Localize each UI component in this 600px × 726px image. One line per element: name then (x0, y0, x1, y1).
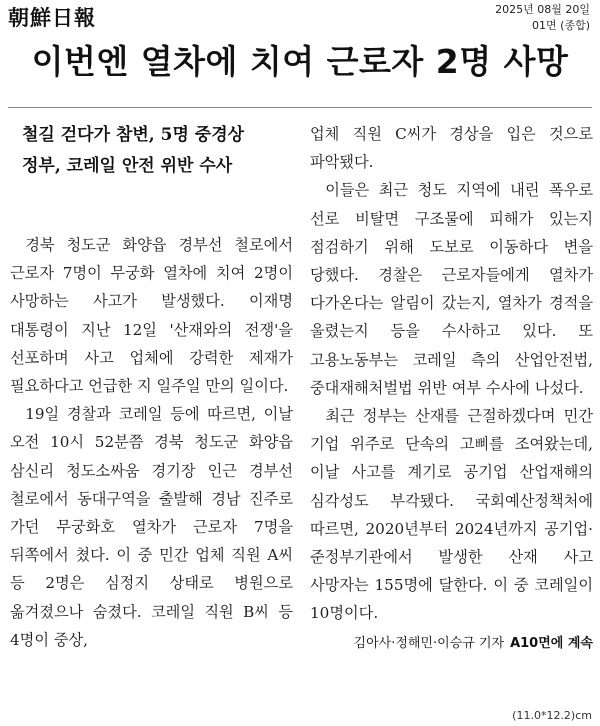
headline-divider (8, 107, 592, 108)
newspaper-masthead: 朝鮮日報 (8, 5, 96, 30)
clipping-size-note: (11.0*12.2)cm (512, 709, 592, 722)
body-paragraph: 19일 경찰과 코레일 등에 따르면, 이날 오전 10시 52분쯤 경북 청도군 화양읍 삼신리 청도소싸움 경기장 인근 경부선 철로에서 동대구역을 출발해 경남 진주로 가던 무궁화호 열차가 근로자 7명을 뒤쪽에서 쳤다. 이 중 민간 업체 직원 A씨 등 2명은 심정지 상태로 병원으로 옮겨졌으나 숨졌다. 코레일 직원 B씨 등 4명이 중상, (10, 405, 293, 649)
reporter-names: 김아사·정해민·이승규 기자 (353, 635, 505, 651)
headline: 이번엔 열차에 치여 근로자 2명 사망 (31, 42, 569, 81)
subheadline-2: 정부, 코레일 안전 위반 수사 (22, 156, 233, 176)
continued-on-page: A10면에 계속 (510, 635, 593, 651)
body-paragraph: 업체 직원 C씨가 경상을 입은 것으로 파악됐다. (310, 125, 593, 172)
byline (310, 632, 593, 651)
article-column-left (10, 120, 293, 654)
subheadline-1: 철길 걷다가 참변, 5명 중경상 (22, 125, 245, 145)
article-column-right (310, 120, 593, 651)
body-paragraph: 최근 정부는 산재를 근절하겠다며 민간 기업 위주로 단속의 고삐를 조여왔는데, 이날 사고를 계기로 공기업 산업재해의 심각성도 부각됐다. 국회예산정책처에 따르면, 2020년부터 2024년까지 공기업·준정부기관에서 발생한 산재 사고 사망자는 155명에 달한다. 이 중 코레일이 10명이다. (310, 407, 593, 623)
subheadline-block (10, 120, 293, 231)
page-section: 01면 (종합) (532, 19, 590, 32)
body-paragraph: 이들은 최근 청도 지역에 내린 폭우로 선로 비탈면 구조물에 피해가 있는지 점검하기 위해 도보로 이동하다 변을 당했다. 경찰은 근로자들에게 열차가 다가온다는 알림이 갔는지, 열차가 경적을 울렸는지 등을 수사하고 있다. 또 고용노동부는 코레일 측의 산업안전법, 중대재해처벌법 위반 여부 수사에 나섰다. (310, 181, 593, 397)
dateline (495, 2, 590, 34)
body-paragraph: 경북 청도군 화양읍 경부선 철로에서 근로자 7명이 무궁화 열차에 치여 2명이 사망하는 사고가 발생했다. 이재명 대통령이 지난 12일 '산재와의 전쟁'을 선포하며 사고 업체에 강력한 제재가 필요하다고 언급한 지 일주일 만의 일이다. (10, 236, 293, 396)
publication-date: 2025년 08월 20일 (495, 3, 590, 16)
